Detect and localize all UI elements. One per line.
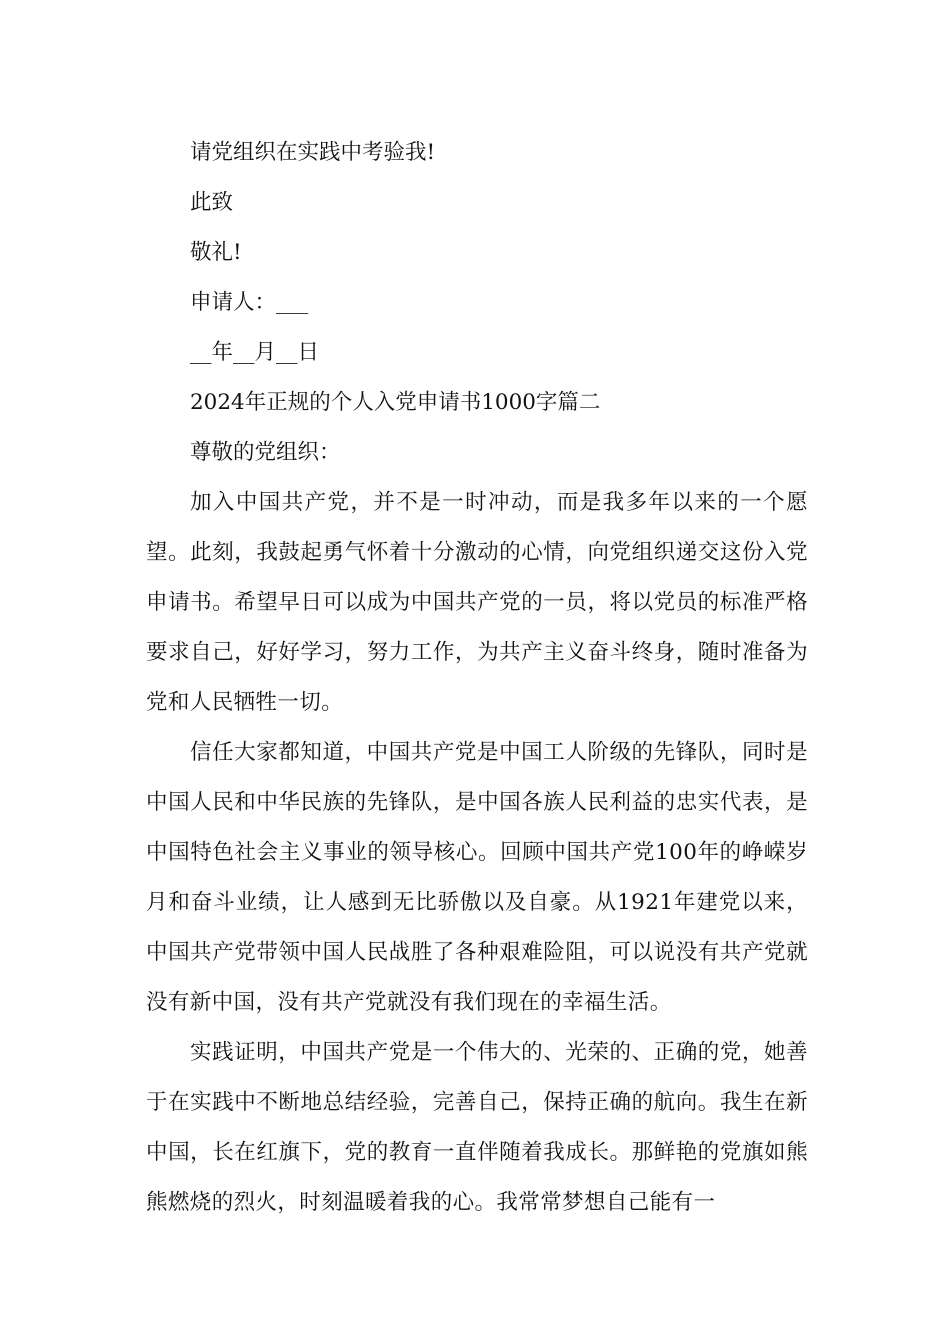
applicant-line: 申请人：___ xyxy=(190,290,309,315)
document-body xyxy=(146,128,808,1228)
section-title: 2024年正规的个人入党申请书1000字篇二 xyxy=(190,390,601,415)
greeting-line: 尊敬的党组织： xyxy=(190,440,341,465)
body-paragraph-3: 实践证明，中国共产党是一个伟大的、光荣的、正确的党，她善于在实践中不断地总结经验，完善自己，保持正确的航向。我生在新中国，长在红旗下，党的教育一直伴随着我成长。那鲜艳的党旗如熊熊燃烧的烈火，时刻温暖着我的心。我常常梦想自己能有一 xyxy=(146,1040,808,1215)
salutation-jingli: 敬礼! xyxy=(190,240,242,265)
closing-line: 请党组织在实践中考验我! xyxy=(190,140,436,165)
body-paragraph-1: 加入中国共产党，并不是一时冲动，而是我多年以来的一个愿望。此刻，我鼓起勇气怀着十分激动的心情，向党组织递交这份入党申请书。希望早日可以成为中国共产党的一员，将以党员的标准严格要求自己，好好学习，努力工作，为共产主义奋斗终身，随时准备为党和人民牺牲一切。 xyxy=(146,490,808,715)
salutation-cizhi: 此致 xyxy=(190,190,234,215)
body-paragraph-2: 信任大家都知道，中国共产党是中国工人阶级的先锋队，同时是中国人民和中华民族的先锋队，是中国各族人民利益的忠实代表，是中国特色社会主义事业的领导核心。回顾中国共产党100年的峥嵘岁月和奋斗业绩，让人感到无比骄傲以及自豪。从1921年建党以来，中国共产党带领中国人民战胜了各种艰难险阻，可以说没有共产党就没有新中国，没有共产党就没有我们现在的幸福生活。 xyxy=(146,740,808,1015)
date-line: __年__月__日 xyxy=(190,340,320,365)
